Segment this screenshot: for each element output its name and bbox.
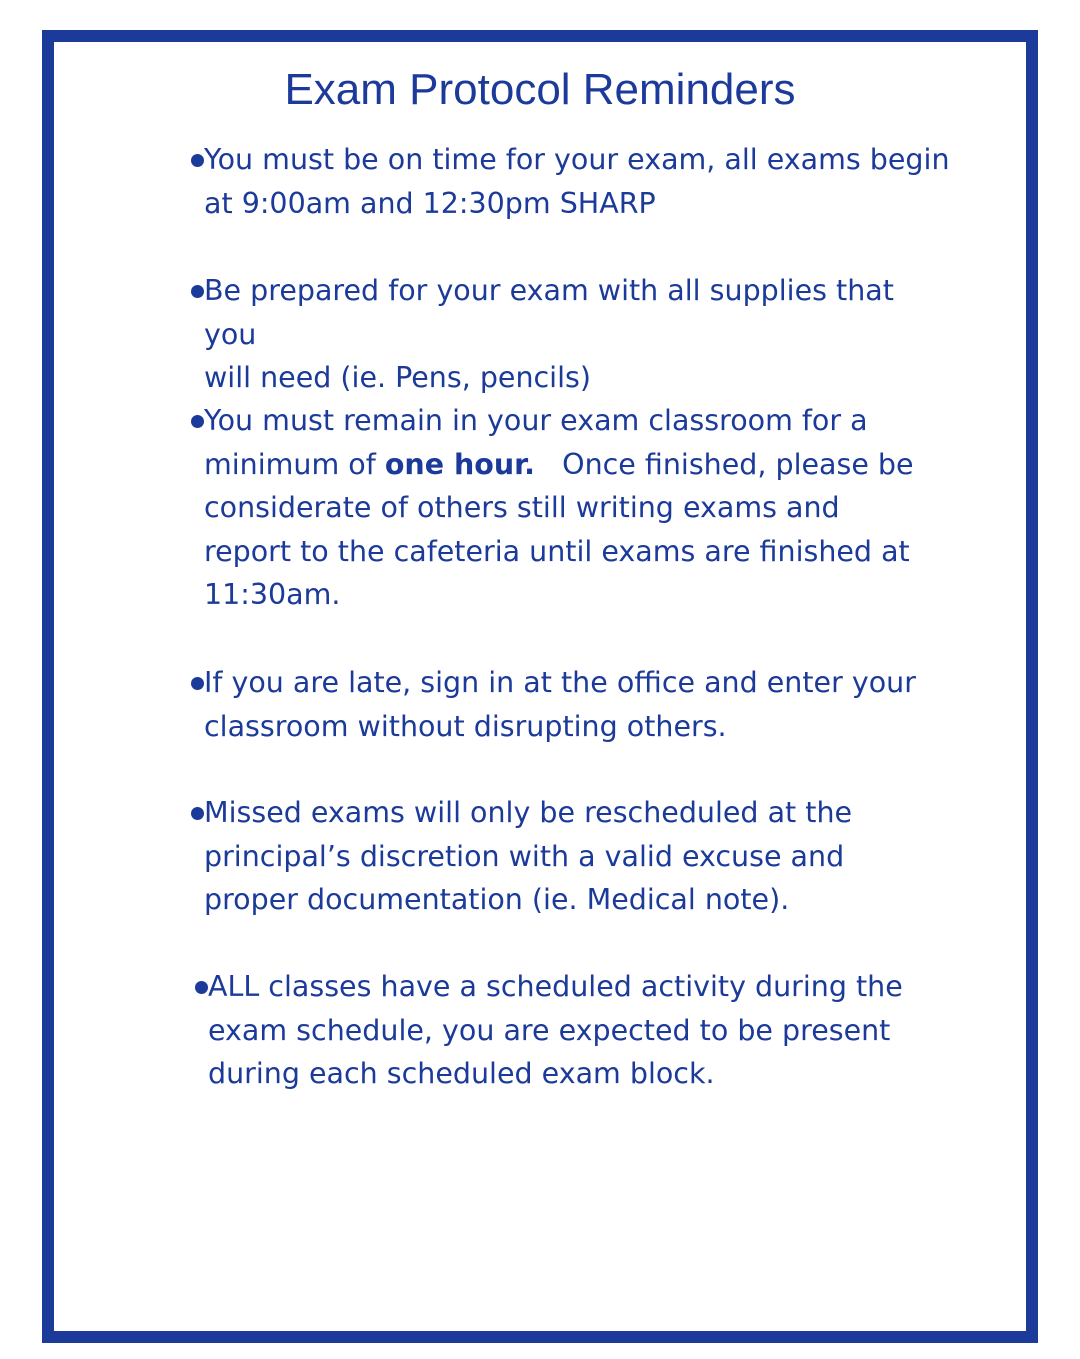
list-item-text [204, 269, 954, 400]
emphasis-text: one hour. [384, 447, 535, 481]
text-line: Missed exams will only be rescheduled at the [204, 796, 853, 829]
list-item-text [204, 399, 954, 617]
document-frame [42, 30, 1038, 1343]
text-line: will need (ie. Pens, pencils) [204, 361, 591, 394]
list-item-text [208, 965, 958, 1096]
text-line: exam schedule, you are expected to be present [208, 1013, 891, 1047]
list-item-text [204, 791, 954, 922]
page-title: Exam Protocol Reminders [284, 65, 796, 114]
bullet-icon [195, 981, 208, 994]
text-line: Be prepared for your exam with all supplies that you [204, 274, 894, 351]
bullet-icon [191, 154, 204, 167]
bullet-icon [191, 807, 204, 820]
bullet-icon [191, 677, 204, 690]
text-line: You must remain in your exam classroom for a [204, 404, 868, 437]
text-segment: minimum of [204, 447, 385, 481]
bullet-icon [191, 415, 204, 428]
text-line: principal’s discretion with a valid excuse and [204, 839, 845, 873]
bullet-icon [191, 285, 204, 298]
text-line: during each scheduled exam block. [208, 1057, 715, 1090]
text-line: You must be on time for your exam, all exams begin [204, 143, 950, 176]
list-item-text [204, 661, 954, 748]
text-line: 11:30am. [204, 578, 341, 611]
text-line: If you are late, sign in at the office and enter your [204, 666, 916, 699]
text-line [204, 443, 954, 487]
text-line: at 9:00am and 12:30pm SHARP [204, 186, 656, 220]
text-line: considerate of others still writing exams and [204, 491, 840, 524]
text-segment: Once finished, please be [534, 447, 914, 481]
text-line: proper documentation (ie. Medical note). [204, 883, 790, 916]
text-line: report to the cafeteria until exams are finished at [204, 534, 910, 568]
text-line: classroom without disrupting others. [204, 709, 727, 743]
list-item-text [204, 138, 954, 225]
text-line: ALL classes have a scheduled activity during the [208, 970, 903, 1003]
